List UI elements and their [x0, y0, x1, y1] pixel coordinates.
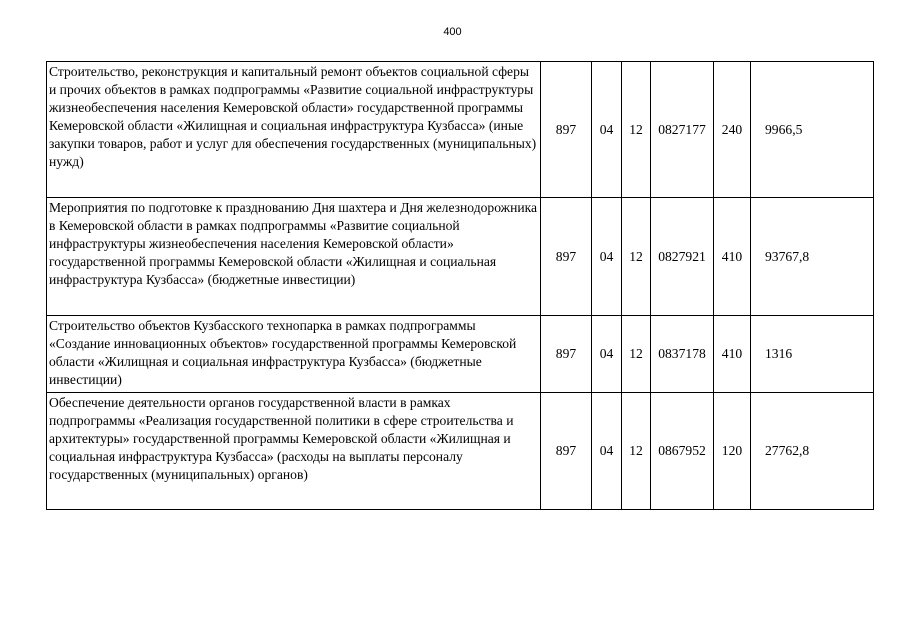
row-description: Строительство объектов Кузбасского технопарка в рамках подпрограммы «Создание инновационных объектов» государственной программы Кемеровской области «Жилищная и социальная инфраструктура Кузбасса» (бюджетные инвестиции) — [47, 316, 541, 393]
subsection-code: 12 — [622, 316, 651, 393]
subsection-code: 12 — [622, 62, 651, 198]
subsection-code: 12 — [622, 393, 651, 510]
row-description: Мероприятия по подготовке к празднованию Дня шахтера и Дня железнодорожника в Кемеровской области в рамках подпрограммы «Развитие социальной инфраструктуры жизнеобеспечения населения Кемеровской области» государственной программы Кемеровской области «Жилищная и социальная инфраструктура Кузбасса» (бюджетные инвестиции) — [47, 198, 541, 316]
target-article-code: 0827921 — [651, 198, 714, 316]
table-row — [47, 198, 874, 316]
table-row — [47, 393, 874, 510]
section-code: 04 — [592, 316, 622, 393]
budget-table — [46, 61, 874, 510]
amount-value: 27762,8 — [751, 393, 874, 510]
expense-type-code: 410 — [714, 316, 751, 393]
section-code: 04 — [592, 198, 622, 316]
expense-type-code: 120 — [714, 393, 751, 510]
amount-value: 9966,5 — [751, 62, 874, 198]
section-code: 04 — [592, 393, 622, 510]
target-article-code: 0867952 — [651, 393, 714, 510]
expense-type-code: 410 — [714, 198, 751, 316]
ministry-code: 897 — [541, 198, 592, 316]
target-article-code: 0827177 — [651, 62, 714, 198]
table-row — [47, 316, 874, 393]
target-article-code: 0837178 — [651, 316, 714, 393]
ministry-code: 897 — [541, 316, 592, 393]
ministry-code: 897 — [541, 62, 592, 198]
amount-value: 1316 — [751, 316, 874, 393]
row-description: Обеспечение деятельности органов государственной власти в рамках подпрограммы «Реализация государственной политики в сфере строительства и архитектуры» государственной программы Кемеровской области «Жилищная и социальная инфраструктура Кузбасса» (расходы на выплаты персоналу государственных (муниципальных) органов) — [47, 393, 541, 510]
subsection-code: 12 — [622, 198, 651, 316]
expense-type-code: 240 — [714, 62, 751, 198]
page-number: 400 — [443, 26, 462, 38]
amount-value: 93767,8 — [751, 198, 874, 316]
ministry-code: 897 — [541, 393, 592, 510]
row-description: Строительство, реконструкция и капитальный ремонт объектов социальной сферы и прочих объектов в рамках подпрограммы «Развитие социальной инфраструктуры жизнеобеспечения населения Кемеровской области» государственной программы Кемеровской области «Жилищная и социальная инфраструктура Кузбасса» (иные закупки товаров, работ и услуг для обеспечения государственных (муниципальных) нужд) — [47, 62, 541, 198]
table-row — [47, 62, 874, 198]
section-code: 04 — [592, 62, 622, 198]
